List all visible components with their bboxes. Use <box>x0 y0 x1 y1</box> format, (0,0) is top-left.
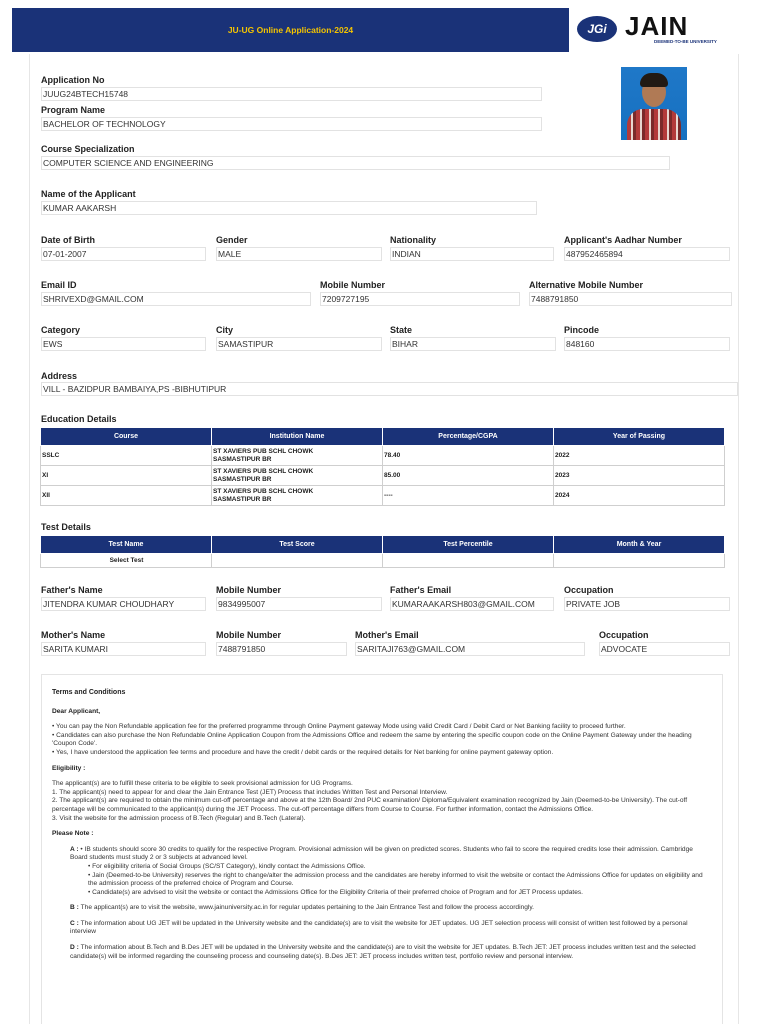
institution-cell <box>212 446 383 466</box>
father-email-field: KUMARAAKARSH803@GMAIL.COM <box>390 597 554 611</box>
terms-title: Terms and Conditions <box>52 689 126 696</box>
note-c-label: C : <box>70 919 81 927</box>
specialization-field: COMPUTER SCIENCE AND ENGINEERING <box>41 156 670 170</box>
gender-label: Gender <box>216 235 248 245</box>
column-header: Test Percentile <box>383 536 554 554</box>
table-row <box>41 554 725 568</box>
terms-bullet: • Candidates can also purchase the Non Refundable Online Application Coupon from the Admissions Office and redeem the same by entering the specific coupon code on the Online Payment Gateway under the heading 'Coupon Code'. <box>52 731 692 748</box>
aadhar-field: 487952465894 <box>564 247 730 261</box>
note-c <box>52 920 712 937</box>
column-header: Percentage/CGPA <box>383 428 554 446</box>
mother-name-label: Mother's Name <box>41 630 106 640</box>
dob-label: Date of Birth <box>41 235 95 245</box>
institution-cell <box>212 486 383 506</box>
address-field: VILL - BAZIDPUR BAMBAIYA,PS -BIBHUTIPUR <box>41 382 738 396</box>
category-label: Category <box>41 325 81 335</box>
year-cell: 2022 <box>554 446 725 466</box>
note-b-label: B : <box>70 904 81 912</box>
table-row <box>41 466 725 486</box>
note-d <box>52 944 712 961</box>
aadhar-label: Applicant's Aadhar Number <box>564 235 682 245</box>
column-header: Year of Passing <box>554 428 725 446</box>
gender-field: MALE <box>216 247 382 261</box>
specialization-label: Course Specialization <box>41 144 135 154</box>
note-d-label: D : <box>70 944 81 952</box>
education-header-row <box>41 428 725 446</box>
institution-cell <box>212 466 383 486</box>
test-month-cell <box>554 554 725 568</box>
mobile-label: Mobile Number <box>320 280 386 290</box>
course-cell: XI <box>41 466 212 486</box>
address-label: Address <box>41 371 78 381</box>
eligibility-intro: The applicant(s) are to fulfill these criteria to be eligible to seek provisional admission for UG Programs. <box>52 780 353 788</box>
mother-mobile-label: Mobile Number <box>216 630 282 640</box>
note-b-text: The applicant(s) are to visit the website, www.jainuniversity.ac.in for regular updates pertaining to the Jain Entrance Test and follow the process accordingly. <box>80 904 534 912</box>
course-cell: XII <box>41 486 212 506</box>
note-b <box>52 904 712 913</box>
father-name-label: Father's Name <box>41 585 103 595</box>
city-label: City <box>216 325 234 335</box>
father-email-label: Father's Email <box>390 585 452 595</box>
note-a-sub: • Jain (Deemed-to-be University) reserves the right to change/alter the admission process and the candidates are hereby informed to visit the website or contact the Admissions Office for updates on eligibility and the admission process of the preferred choice of Program and Course. <box>88 871 703 888</box>
category-field: EWS <box>41 337 206 351</box>
column-header: Test Name <box>41 536 212 554</box>
test-table <box>40 535 725 568</box>
test-header-row <box>41 536 725 554</box>
terms-panel <box>41 674 723 1024</box>
application-no-field: JUUG24BTECH15748 <box>41 87 542 101</box>
note-a-label: A : <box>70 845 81 853</box>
pincode-label: Pincode <box>564 325 600 335</box>
institution-line: SASMASTIPUR BR <box>213 475 272 483</box>
column-header: Month & Year <box>554 536 725 554</box>
institution-line: SASMASTIPUR BR <box>213 495 272 503</box>
father-occupation-label: Occupation <box>564 585 614 595</box>
note-title: Please Note : <box>52 830 94 838</box>
father-occupation-field: PRIVATE JOB <box>564 597 730 611</box>
note-a-sub: • Candidate(s) are advised to visit the website or contact the Admissions Office for the Eligibility Criteria of their preferred choice of Program and for JET Process updates. <box>88 888 583 896</box>
program-name-field: BACHELOR OF TECHNOLOGY <box>41 117 542 131</box>
application-no-label: Application No <box>41 75 105 85</box>
dob-field: 07-01-2007 <box>41 247 206 261</box>
eligibility-title: Eligibility : <box>52 764 86 772</box>
mother-name-field: SARITA KUMARI <box>41 642 206 656</box>
nationality-field: INDIAN <box>390 247 554 261</box>
logo-subtext: DEEMED-TO-BE UNIVERSITY <box>654 39 717 44</box>
terms-bullet: • You can pay the Non Refundable application fee for the preferred programme through Online Payment gateway Mode using valid Credit Card / Debit Card or Net Banking facility to proceed further. <box>52 723 626 731</box>
eligibility-item: 3. Visit the website for the admission process of B.Tech (Regular) and B.Tech (Lateral). <box>52 814 306 822</box>
institution-line: ST XAVIERS PUB SCHL CHOWK <box>213 487 314 495</box>
test-score-cell <box>212 554 383 568</box>
course-cell: SSLC <box>41 446 212 466</box>
percentage-cell: ---- <box>383 486 554 506</box>
page-title: JU-UG Online Application-2024 <box>227 25 354 35</box>
note-d-text: The information about B.Tech and B.Des JET will be updated in the University website and the candidate(s) are to visit the website for JET updates. B.Tech JET: JET process includes written test and the selected candidate(s) will be informed regarding the counseling process and counseling date(s). B.Des JET: JET process includes written test, portfolio review and personal interview. <box>70 944 696 960</box>
percentage-cell: 78.40 <box>383 446 554 466</box>
eligibility-item: 2. The applicant(s) are required to obtain the minimum cut-off percentage and above at the 12th Board/ 2nd PUC examination/ Diploma/Equivalent examination recognized by Jain (Deemed-to-be University). The cut-off percentage will be communicated to the applicant(s) during the JET Process. The cut-off percentage differs from Course to Course. For further information, contact the Admissions Office. <box>52 797 688 813</box>
applicant-photo <box>621 67 687 140</box>
pincode-field: 848160 <box>564 337 730 351</box>
logo-badge: JGi <box>577 16 617 42</box>
percentage-cell: 85.00 <box>383 466 554 486</box>
logo-text: JAIN <box>625 11 689 41</box>
column-header: Institution Name <box>212 428 383 446</box>
mother-mobile-field: 7488791850 <box>216 642 347 656</box>
mobile-field: 7209727195 <box>320 292 520 306</box>
test-details-title: Test Details <box>41 522 91 532</box>
email-label: Email ID <box>41 280 77 290</box>
eligibility-item: 1. The applicant(s) need to appear for and clear the Jain Entrance Test (JET) Process that includes Written Test and Personal Interview. <box>52 788 448 796</box>
father-mobile-label: Mobile Number <box>216 585 282 595</box>
state-label: State <box>390 325 413 335</box>
alt-mobile-label: Alternative Mobile Number <box>529 280 644 290</box>
column-header: Course <box>41 428 212 446</box>
year-cell: 2024 <box>554 486 725 506</box>
father-name-field: JITENDRA KUMAR CHOUDHARY <box>41 597 206 611</box>
state-field: BIHAR <box>390 337 556 351</box>
jain-logo <box>577 12 737 46</box>
mother-email-label: Mother's Email <box>355 630 419 640</box>
test-name-cell: Select Test <box>41 554 212 568</box>
terms-bullet: • Yes, I have understood the application fee terms and procedure and have the credit / debit cards or the required details for Net banking for online payment gateway option. <box>52 748 554 756</box>
test-percentile-cell <box>383 554 554 568</box>
program-name-label: Program Name <box>41 105 106 115</box>
note-a-sub: • For eligibility criteria of Social Groups (SC/ST Category), kindly contact the Admissions Office. <box>88 862 366 870</box>
mother-email-field: SARITAJI763@GMAIL.COM <box>355 642 585 656</box>
applicant-name-field: KUMAR AAKARSH <box>41 201 537 215</box>
education-title: Education Details <box>41 414 117 424</box>
city-field: SAMASTIPUR <box>216 337 382 351</box>
note-a <box>52 846 712 863</box>
note-c-text: The information about UG JET will be updated in the University website and the candidate(s) are to visit the website for JET updates. UG JET selection process will consist of written test followed by a personal interview <box>70 919 688 936</box>
institution-line: ST XAVIERS PUB SCHL CHOWK <box>213 467 314 475</box>
mother-occupation-label: Occupation <box>599 630 649 640</box>
nationality-label: Nationality <box>390 235 437 245</box>
alt-mobile-field: 7488791850 <box>529 292 732 306</box>
column-header: Test Score <box>212 536 383 554</box>
applicant-name-label: Name of the Applicant <box>41 189 136 199</box>
header-bar <box>12 8 569 52</box>
institution-line: SASMASTIPUR BR <box>213 455 272 463</box>
year-cell: 2023 <box>554 466 725 486</box>
note-a-text: • IB students should score 30 credits to qualify for the respective Program. Provisional admission will be given on predicted scores. Students who fail to score the required credits lose their admission. Cambridge Board students must study 2 or 3 subjects at advanced level. <box>70 845 693 862</box>
email-field: SHRIVEXD@GMAIL.COM <box>41 292 311 306</box>
table-row <box>41 446 725 466</box>
mother-occupation-field: ADVOCATE <box>599 642 730 656</box>
education-table <box>40 427 725 506</box>
institution-line: ST XAVIERS PUB SCHL CHOWK <box>213 447 314 455</box>
table-row <box>41 486 725 506</box>
terms-salutation: Dear Applicant, <box>52 707 101 715</box>
father-mobile-field: 9834995007 <box>216 597 382 611</box>
